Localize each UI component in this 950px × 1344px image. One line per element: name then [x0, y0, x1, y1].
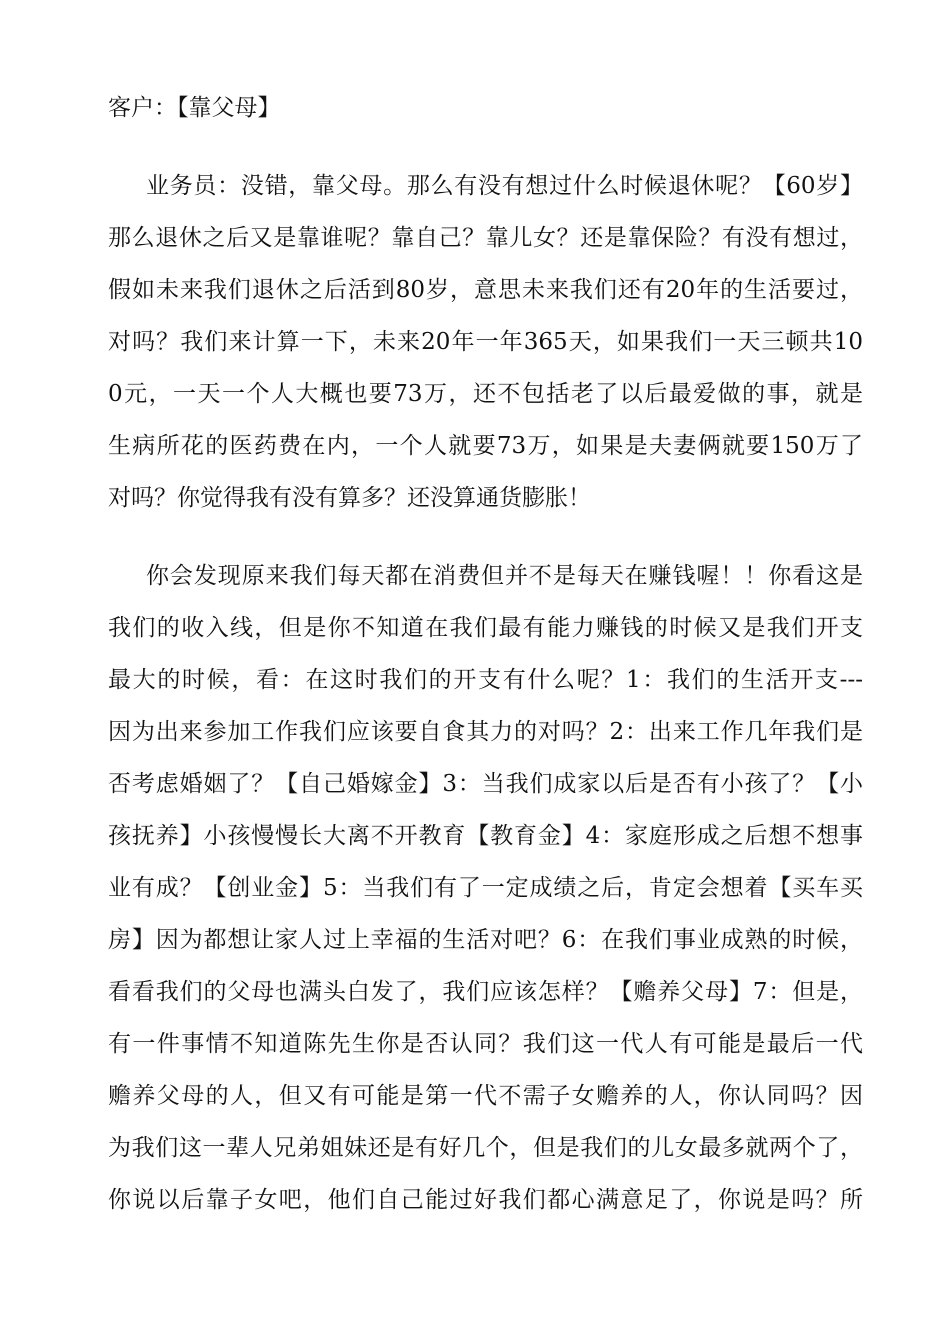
text-line: 孩抚养】小孩慢慢长大离不开教育【教育金】4：家庭形成之后想不想事 — [108, 823, 863, 849]
text-line: 客户：【靠父母】 — [108, 95, 281, 121]
text-line: 业有成？【创业金】5：当我们有了一定成绩之后，肯定会想着【买车买 — [108, 875, 863, 901]
text-line: 生病所花的医药费在内，一个人就要73万，如果是夫妻俩就要150万了 — [108, 433, 863, 459]
text-line: 看看我们的父母也满头白发了，我们应该怎样？【赡养父母】7：但是， — [108, 979, 863, 1005]
text-line: 业务员：没错，靠父母。那么有没有想过什么时候退休呢？【60岁】 — [146, 173, 863, 199]
text-line: 因为出来参加工作我们应该要自食其力的对吗？2：出来工作几年我们是 — [108, 719, 863, 745]
text-line: 有一件事情不知道陈先生你是否认同？我们这一代人有可能是最后一代 — [108, 1031, 863, 1057]
text-line: 你说以后靠子女吧，他们自己能过好我们都心满意足了，你说是吗？所 — [108, 1187, 863, 1213]
text-line: 假如未来我们退休之后活到80岁，意思未来我们还有20年的生活要过， — [108, 277, 863, 303]
text-line: 为我们这一辈人兄弟姐妹还是有好几个，但是我们的儿女最多就两个了， — [108, 1135, 863, 1161]
text-line: 房】因为都想让家人过上幸福的生活对吧？6：在我们事业成熟的时候， — [108, 927, 863, 953]
text-line: 那么退休之后又是靠谁呢？靠自己？靠儿女？还是靠保险？有没有想过， — [108, 225, 863, 251]
text-line: 对吗？我们来计算一下，未来20年一年365天，如果我们一天三顿共10 — [108, 329, 863, 355]
text-line: 赡养父母的人，但又有可能是第一代不需子女赡养的人，你认同吗？因 — [108, 1083, 863, 1109]
text-line: 0元，一天一个人大概也要73万，还不包括老了以后最爱做的事，就是 — [108, 381, 863, 407]
text-line: 否考虑婚姻了？【自己婚嫁金】3：当我们成家以后是否有小孩了？【小 — [108, 771, 863, 797]
text-line: 你会发现原来我们每天都在消费但并不是每天在赚钱喔！！你看这是 — [146, 563, 863, 589]
text-line: 最大的时候，看：在这时我们的开支有什么呢？1：我们的生活开支--- — [108, 667, 863, 693]
text-line: 我们的收入线，但是你不知道在我们最有能力赚钱的时候又是我们开支 — [108, 615, 863, 641]
text-line: 对吗？你觉得我有没有算多？还没算通货膨胀！ — [108, 485, 591, 511]
